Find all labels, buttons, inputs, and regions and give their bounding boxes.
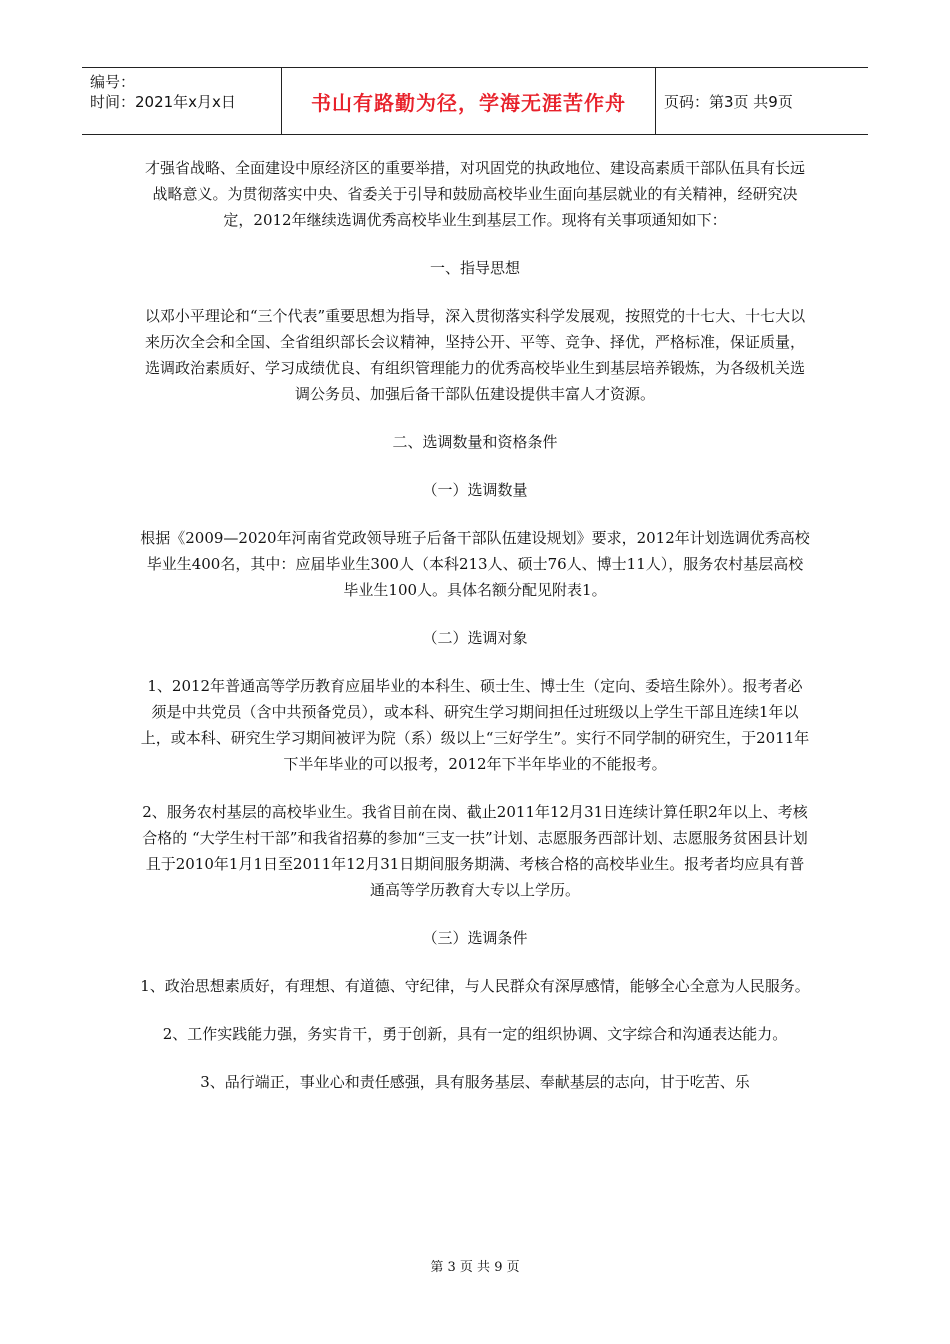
quantity-paragraph: 根据《2009—2020年河南省党政领导班子后备干部队伍建设规划》要求，2012年计划选调优秀高校毕业生400名，其中：应届毕业生300人（本科213人、硕士76人、博士11人），服务农村基层高校毕业生100人。具体名额分配见附表1。 [140,529,810,599]
header-page-info: 页码：第3页 共9页 [664,92,793,111]
conditions-item-2: 2、工作实践能力强，务实肯干，勇于创新，具有一定的组织协调、文字综合和沟通表达能力。 [162,1025,788,1043]
intro-paragraph: 才强省战略、全面建设中原经济区的重要举措，对巩固党的执政地位、建设高素质干部队伍具有长远战略意义。为贯彻落实中央、省委关于引导和鼓励高校毕业生面向基层就业的有关精神，经研究决定，2012年继续选调优秀高校毕业生到基层工作。现将有关事项通知如下： [144,159,805,229]
page-footer: 第 3 页 共 9 页 [430,1260,520,1275]
subsection-title-targets: （二）选调对象 [422,629,528,647]
header-motto: 书山有路勤为径，学海无涯苦作舟 [282,68,656,134]
header-meta [82,68,282,134]
targets-item-1: 1、2012年普通高等学历教育应届毕业的本科生、硕士生、博士生（定向、委培生除外）。报考者必须是中共党员（含中共预备党员），或本科、研究生学习期间担任过班级以上学生干部且连续1年以上，或本科、研究生学习期间被评为院（系）级以上“三好学生”。实行不同学制的研究生，于2011年下半年毕业的可以报考，2012年下半年毕业的不能报考。 [140,677,810,773]
targets-item-2: 2、服务农村基层的高校毕业生。我省目前在岗、截止2011年12月31日连续计算任职2年以上、考核合格的 “大学生村干部”和我省招募的参加“三支一扶”计划、志愿服务西部计划、志愿服务贫困县计划且于2010年1月1日至2011年12月31日期间服务期满、考核合格的高校毕业生。报考者均应具有普通高等学历教育大专以上学历。 [142,803,808,899]
conditions-item-3: 3、品行端正，事业心和责任感强，具有服务基层、奉献基层的志向，甘于吃苦、乐 [200,1073,750,1091]
section-title-quantity-and-qualifications: 二、选调数量和资格条件 [392,433,558,451]
subsection-title-quantity: （一）选调数量 [422,481,528,499]
document-body [140,155,810,1117]
section-title-guiding-ideology: 一、指导思想 [429,259,520,277]
conditions-item-1: 1、政治思想素质好，有理想、有道德、守纪律，与人民群众有深厚感情，能够全心全意为人民服务。 [140,977,810,995]
document-date-label: 时间：2021年x月x日 [90,93,236,111]
document-number-label: 编号： [90,73,136,91]
subsection-title-conditions: （三）选调条件 [422,929,528,947]
page-header [82,67,868,135]
guiding-ideology-paragraph: 以邓小平理论和“三个代表”重要思想为指导，深入贯彻落实科学发展观，按照党的十七大、十七大以来历次全会和全国、全省组织部长会议精神，坚持公开、平等、竞争、择优，严格标准，保证质量，选调政治素质好、学习成绩优良、有组织管理能力的优秀高校毕业生到基层培养锻炼，为各级机关选调公务员、加强后备干部队伍建设提供丰富人才资源。 [144,307,806,403]
